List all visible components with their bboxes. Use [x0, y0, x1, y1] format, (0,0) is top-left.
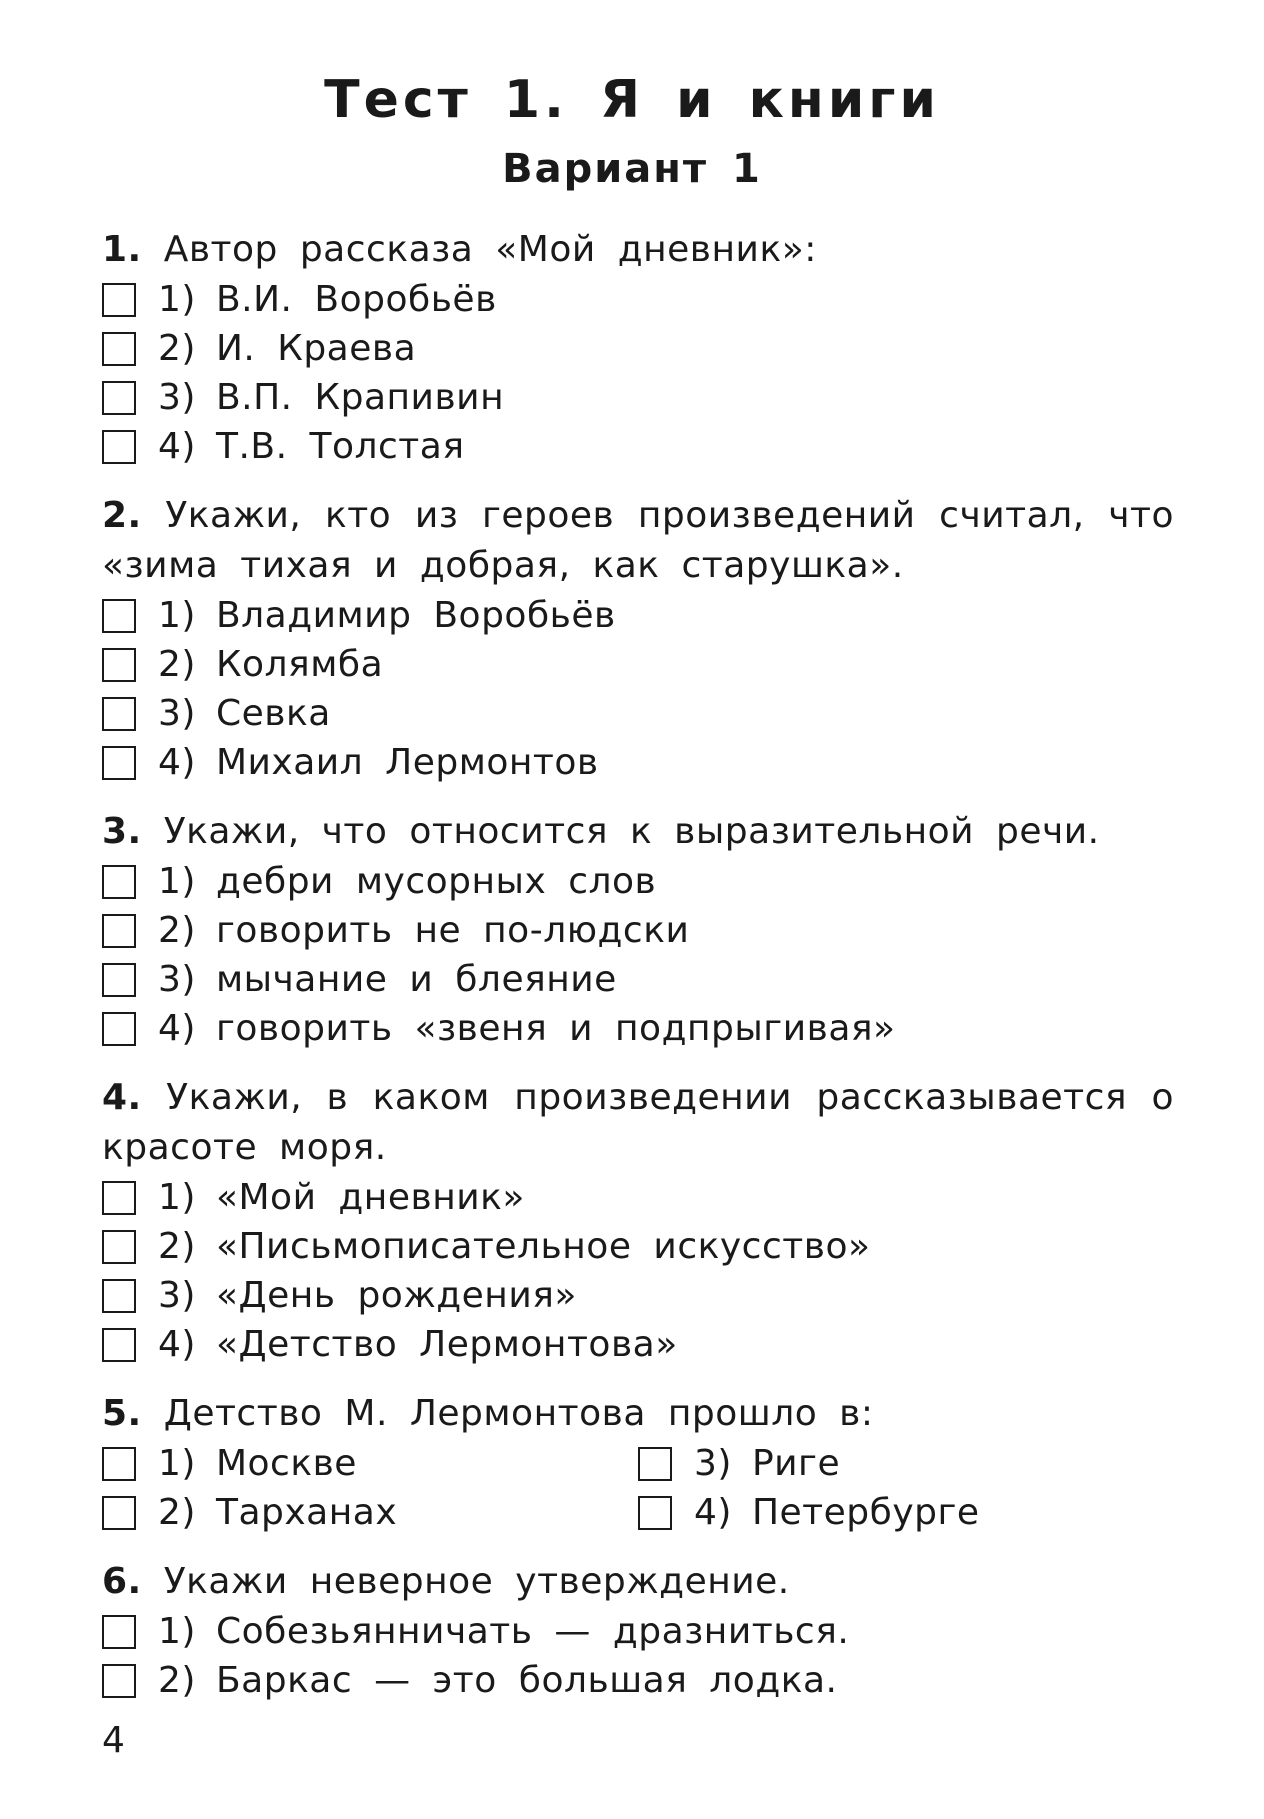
option-number: 1) — [158, 1611, 196, 1652]
answer-checkbox[interactable] — [102, 430, 136, 464]
answer-option[interactable] — [102, 1488, 638, 1537]
option-number: 3) — [158, 377, 196, 418]
answer-option[interactable] — [102, 857, 1174, 906]
answer-checkbox[interactable] — [102, 599, 136, 633]
option-number: 4) — [158, 1324, 196, 1365]
option-label: «Мой дневник» — [215, 1177, 525, 1218]
question-number: 5. — [102, 1393, 142, 1434]
answer-option[interactable] — [102, 1656, 1174, 1705]
option-label: говорить «звеня и подпрыгивая» — [215, 1008, 896, 1049]
option-label: Т.В. Толстая — [215, 426, 465, 467]
question-body: Укажи, в каком произведении рассказывается о красоте моря. — [102, 1077, 1175, 1168]
answer-option[interactable] — [102, 275, 1174, 324]
question-number: 1. — [102, 229, 142, 270]
answer-checkbox[interactable] — [102, 381, 136, 415]
option-number: 4) — [158, 426, 196, 467]
question-body: Укажи неверное утверждение. — [163, 1561, 790, 1602]
option-number: 1) — [158, 595, 196, 636]
variant-subtitle: Вариант 1 — [502, 146, 762, 192]
answer-option[interactable] — [638, 1439, 1174, 1488]
option-label: В.П. Крапивин — [215, 377, 505, 418]
answer-checkbox[interactable] — [102, 1496, 136, 1530]
question-1 — [102, 225, 1174, 471]
question-text — [102, 1557, 1174, 1607]
question-number: 2. — [102, 495, 142, 536]
answer-checkbox[interactable] — [102, 697, 136, 731]
question-5 — [102, 1389, 1174, 1537]
question-text — [102, 807, 1174, 857]
answer-checkbox[interactable] — [102, 865, 136, 899]
question-number: 4. — [102, 1077, 142, 1118]
question-text — [102, 491, 1174, 591]
answer-checkbox[interactable] — [638, 1447, 672, 1481]
option-label: Михаил Лермонтов — [215, 742, 599, 783]
answer-checkbox[interactable] — [102, 1328, 136, 1362]
question-number: 6. — [102, 1561, 142, 1602]
options-column-left — [102, 1439, 638, 1537]
answer-checkbox[interactable] — [102, 1664, 136, 1698]
question-body: Укажи, кто из героев произведений считал, что «зима тихая и добрая, как старушка». — [102, 495, 1174, 586]
option-label: Петербурге — [751, 1492, 980, 1533]
option-number: 2) — [158, 1492, 196, 1533]
option-number: 1) — [158, 279, 196, 320]
answer-option[interactable] — [102, 906, 1174, 955]
option-number: 4) — [158, 742, 196, 783]
answer-option[interactable] — [102, 640, 1174, 689]
answer-option[interactable] — [102, 1173, 1174, 1222]
answer-checkbox[interactable] — [102, 1012, 136, 1046]
option-number: 2) — [158, 328, 196, 369]
option-label: В.И. Воробьёв — [215, 279, 497, 320]
page-number: 4 — [102, 1720, 125, 1761]
answer-option[interactable] — [102, 1004, 1174, 1053]
answer-option[interactable] — [102, 955, 1174, 1004]
answer-checkbox[interactable] — [102, 1181, 136, 1215]
option-number: 2) — [158, 1660, 196, 1701]
answer-option[interactable] — [102, 591, 1174, 640]
option-number: 3) — [158, 1275, 196, 1316]
question-text — [102, 1389, 1174, 1439]
answer-checkbox[interactable] — [102, 283, 136, 317]
answer-checkbox[interactable] — [102, 746, 136, 780]
option-label: Москве — [215, 1443, 357, 1484]
answer-checkbox[interactable] — [102, 1447, 136, 1481]
answer-checkbox[interactable] — [102, 914, 136, 948]
options-column-right — [638, 1439, 1174, 1537]
answer-checkbox[interactable] — [102, 648, 136, 682]
option-number: 3) — [158, 693, 196, 734]
answer-option[interactable] — [102, 1320, 1174, 1369]
option-label: «День рождения» — [215, 1275, 577, 1316]
option-label: Колямба — [215, 644, 384, 685]
option-label: Риге — [751, 1443, 841, 1484]
question-body: Автор рассказа «Мой дневник»: — [163, 229, 817, 270]
option-number: 2) — [158, 910, 196, 951]
answer-option[interactable] — [102, 738, 1174, 787]
answer-option[interactable] — [102, 689, 1174, 738]
test-content — [102, 225, 1174, 1725]
option-label: Севка — [215, 693, 331, 734]
answer-checkbox[interactable] — [102, 1615, 136, 1649]
option-label: И. Краева — [215, 328, 417, 369]
question-body: Укажи, что относится к выразительной речи. — [163, 811, 1100, 852]
option-label: мычание и блеяние — [215, 959, 617, 1000]
answer-checkbox[interactable] — [102, 1279, 136, 1313]
answer-checkbox[interactable] — [638, 1496, 672, 1530]
answer-checkbox[interactable] — [102, 332, 136, 366]
option-label: Баркас — это большая лодка. — [215, 1660, 838, 1701]
option-number: 2) — [158, 644, 196, 685]
option-number: 3) — [158, 959, 196, 1000]
question-3 — [102, 807, 1174, 1053]
option-label: дебри мусорных слов — [215, 861, 657, 902]
question-6 — [102, 1557, 1174, 1705]
question-4 — [102, 1073, 1174, 1369]
answer-checkbox[interactable] — [102, 1230, 136, 1264]
option-label: Собезьянничать — дразниться. — [215, 1611, 850, 1652]
answer-option[interactable] — [102, 1439, 638, 1488]
answer-checkbox[interactable] — [102, 963, 136, 997]
page-title: Тест 1. Я и книги — [324, 70, 940, 130]
option-number: 2) — [158, 1226, 196, 1267]
answer-option[interactable] — [102, 373, 1174, 422]
option-number: 1) — [158, 1443, 196, 1484]
option-number: 4) — [158, 1008, 196, 1049]
option-label: говорить не по-людски — [215, 910, 690, 951]
answer-option[interactable] — [102, 1222, 1174, 1271]
question-2 — [102, 491, 1174, 787]
options-columns — [102, 1439, 1174, 1537]
answer-option[interactable] — [102, 422, 1174, 471]
answer-option[interactable] — [102, 1607, 1174, 1656]
question-body: Детство М. Лермонтова прошло в: — [163, 1393, 874, 1434]
option-number: 4) — [694, 1492, 732, 1533]
answer-option[interactable] — [102, 1271, 1174, 1320]
option-number: 3) — [694, 1443, 732, 1484]
answer-option[interactable] — [102, 324, 1174, 373]
option-label: Тарханах — [215, 1492, 398, 1533]
question-text — [102, 1073, 1174, 1173]
question-text — [102, 225, 1174, 275]
option-label: «Письмописательное искусство» — [215, 1226, 871, 1267]
answer-option[interactable] — [638, 1488, 1174, 1537]
option-number: 1) — [158, 1177, 196, 1218]
option-label: «Детство Лермонтова» — [215, 1324, 678, 1365]
option-label: Владимир Воробьёв — [215, 595, 616, 636]
option-number: 1) — [158, 861, 196, 902]
question-number: 3. — [102, 811, 142, 852]
